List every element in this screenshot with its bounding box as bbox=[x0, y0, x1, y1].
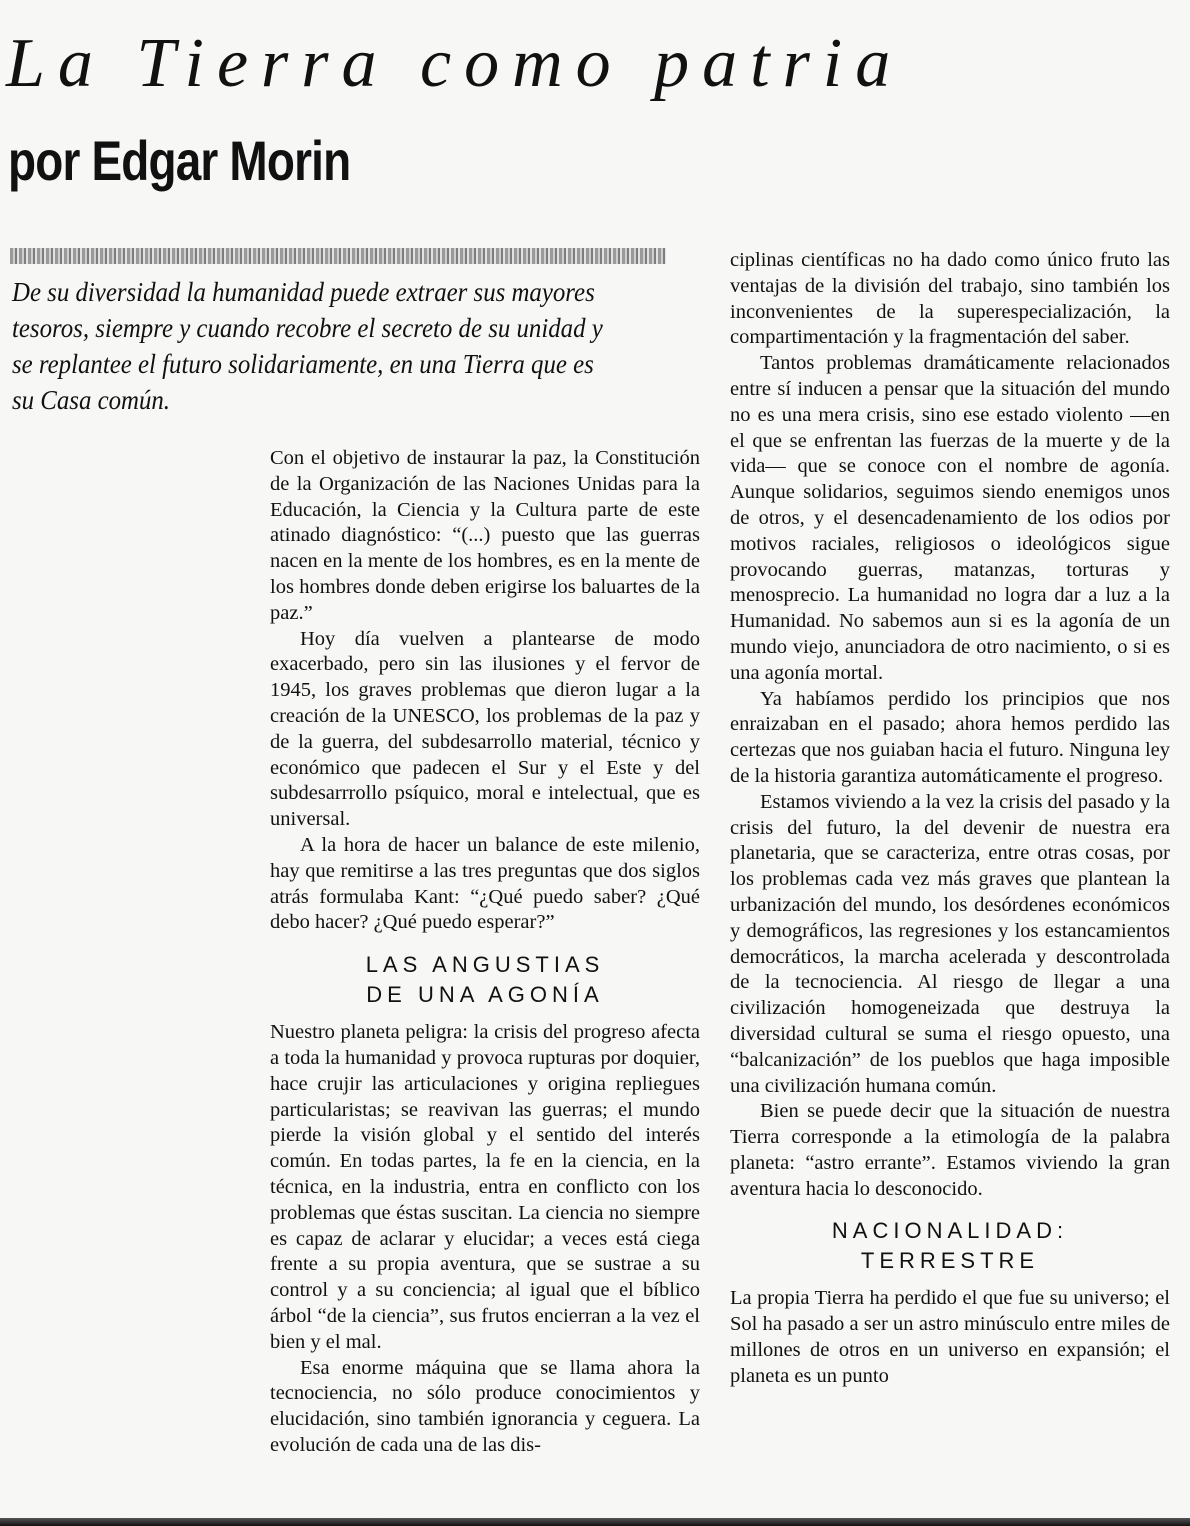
paragraph: Tantos problemas dramáticamente relacionados entre sí inducen a pensar que la situación del mundo no es una mera crisis, sino ese estado violento —en el que se enfrentan las fuerzas de la muerte y de la vida— que se conoce con el nombre de agonía. Aunque solidarios, seguimos siendo enemigos unos de otros, y el desencadenamiento de los odios por motivos raciales, religiosos o ideológicos sigue provocando guerras, matanzas, torturas y menosprecio. La humanidad no logra dar a luz a la Humanidad. No sabemos aun si es la agonía de un mundo viejo, anunciadora de otro nacimiento, o si es una agonía mortal. bbox=[730, 352, 1170, 684]
article-lead: De su diversidad la humanidad puede extraer sus mayores tesoros, siempre y cuando recobre el secreto de su unidad y se replantee el futuro solidariamente, en una Tierra que es su Casa común. bbox=[12, 277, 603, 415]
article-title: La Tierra como patria bbox=[6, 25, 904, 102]
paragraph: Nuestro planeta peligra: la crisis del progreso afecta a toda la humanidad y provoca rupturas por doquier, hace crujir las articulaciones y origina repliegues particularistas; se reavivan las guerras; el mundo pierde la visión global y el sentido del interés común. En todas partes, la fe en la ciencia, en la técnica, en la industria, entra en conflicto con los problemas que éstas suscitan. La ciencia no siempre es capaz de aclarar y elucidar; a veces está ciega frente a su propia aventura, que se sustrae a su control y a su conciencia; al igual que el bíblico árbol “de la ciencia”, sus frutos encierran a la vez el bien y el mal. bbox=[270, 1021, 700, 1353]
text-column-right bbox=[730, 248, 1170, 1390]
paragraph: Hoy día vuelven a plantearse de modo exacerbado, pero sin las ilusiones y el fervor de 1945, los graves problemas que dieron lugar a la creación de la UNESCO, los problemas de la paz y de la guerra, del subdesarrollo material, técnico y económico que padecen el Sur y el Este y del subdesarrrollo psíquico, moral e intelectual, que es universal. bbox=[270, 627, 700, 831]
paragraph: La propia Tierra ha perdido el que fue su universo; el Sol ha pasado a ser un astro minúsculo entre miles de millones de otros en un universo en expansión; el planeta es un punto bbox=[730, 1287, 1170, 1387]
paragraph: Ya habíamos perdido los principios que nos enraizaban en el pasado; ahora hemos perdido las certezas que nos guiaban hacia el futuro. Ninguna ley de la historia garantiza automáticamente el progreso. bbox=[730, 687, 1170, 787]
scan-bottom-edge bbox=[0, 1518, 1190, 1526]
paragraph: ciplinas científicas no ha dado como único fruto las ventajas de la división del trabajo, sino también los inconvenientes de la superespecialización, la compartimentación y la fragmentación del saber. bbox=[730, 249, 1170, 349]
paragraph: Bien se puede decir que la situación de nuestra Tierra corresponde a la etimología de la palabra planeta: “astro errante”. Estamos viviendo la gran aventura hacia lo desconocido. bbox=[730, 1100, 1170, 1200]
paragraph: Con el objetivo de instaurar la paz, la Constitución de la Organización de las Naciones Unidas para la Educación, la Ciencia y la Cultura parte de este atinado diagnóstico: “(...) puesto que las guerras nacen en la mente de los hombres, es en la mente de los hombres donde deben erigirse los baluartes de la paz.” bbox=[270, 447, 700, 624]
section-heading-line: LAS ANGUSTIAS bbox=[365, 952, 605, 978]
section-heading-line: TERRESTRE bbox=[860, 1248, 1040, 1274]
section-heading-angustias bbox=[270, 950, 700, 1010]
decorative-rule bbox=[10, 248, 666, 264]
paragraph: Esa enorme máquina que se llama ahora la tecnociencia, no sólo produce conocimientos y elucidación, sino también ignorancia y ceguera. La evolución de cada una de las dis- bbox=[270, 1356, 700, 1456]
text-column-left bbox=[270, 446, 700, 1459]
section-heading-nacionalidad bbox=[730, 1216, 1170, 1276]
article-byline: por Edgar Morin bbox=[8, 129, 351, 192]
section-heading-line: NACIONALIDAD: bbox=[831, 1218, 1069, 1244]
paragraph: A la hora de hacer un balance de este milenio, hay que remitirse a las tres preguntas que dos siglos atrás formulaba Kant: “¿Qué puedo saber? ¿Qué debo hacer? ¿Qué puedo esperar?” bbox=[270, 833, 700, 934]
section-heading-line: DE UNA AGONÍA bbox=[366, 982, 604, 1008]
paragraph: Estamos viviendo a la vez la crisis del pasado y la crisis del futuro, la del devenir de nuestra era planetaria, que se caracteriza, entre otras cosas, por los problemas cada vez más graves que plantean la urbanización del mundo, los desórdenes económicos y demográficos, las regresiones y los estancamientos democráticos, la marcha acelerada y descontrolada de la tecnociencia. Al riesgo de llegar a una civilización homogeneizada que destruya la diversidad cultural se suma el riesgo opuesto, una “balcanización” de los pueblos que haga imposible una civilización humana común. bbox=[730, 790, 1170, 1097]
